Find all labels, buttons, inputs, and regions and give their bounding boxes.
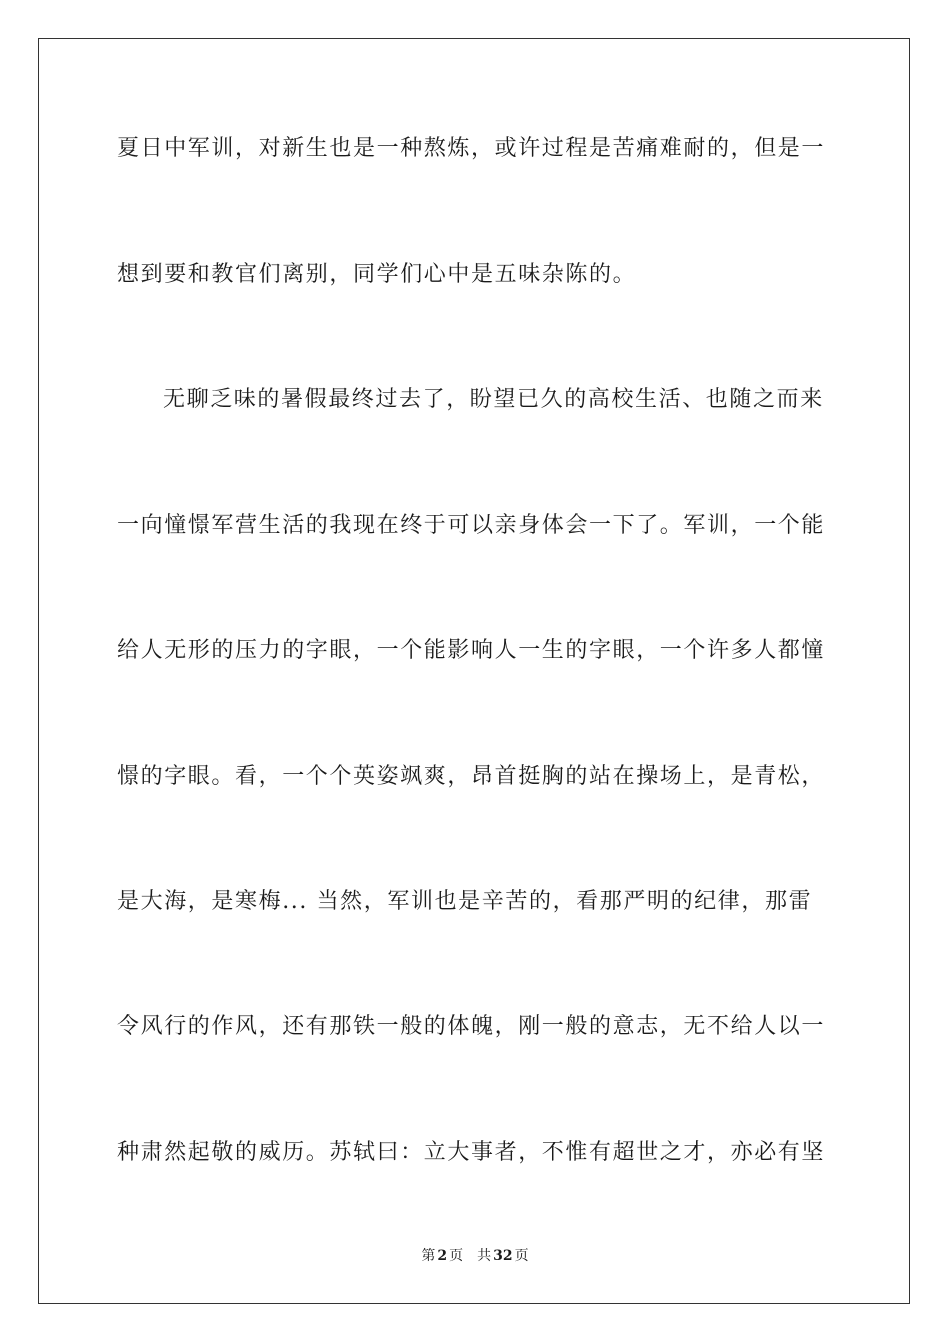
text-line: 夏日中军训，对新生也是一种熬炼，或许过程是苦痛难耐的，但是一 (117, 136, 826, 161)
text-line: 给人无形的压力的字眼，一个能影响人一生的字眼，一个许多人都憧 (117, 638, 826, 663)
text-line: 是大海，是寒梅... 当然，军训也是辛苦的，看那严明的纪律，那雷 (117, 889, 813, 914)
page-prefix: 第 (421, 1248, 436, 1264)
total-pages: 32 (493, 1248, 513, 1264)
text-line: 一向憧憬军营生活的我现在终于可以亲身体会一下了。军训，一个能 (117, 513, 826, 538)
text-line: 想到要和教官们离别，同学们心中是五味杂陈的。 (117, 262, 637, 287)
page-footer (0, 1246, 950, 1266)
paragraph-start-line: 无聊乏味的暑假最终过去了，盼望已久的高校生活、也随之而来 (163, 387, 824, 412)
page-border (38, 38, 910, 1304)
text-line: 憬的字眼。看，一个个英姿飒爽，昂首挺胸的站在操场上，是青松， (117, 764, 826, 789)
total-suffix: 页 (514, 1248, 529, 1264)
text-line: 种肃然起敬的威历。苏轼曰：立大事者，不惟有超世之才，亦必有坚 (117, 1140, 826, 1165)
page-number: 2 (437, 1248, 448, 1264)
total-prefix: 共 (477, 1248, 492, 1264)
text-line: 令风行的作风，还有那铁一般的体魄，刚一般的意志，无不给人以一 (117, 1014, 826, 1039)
page-suffix: 页 (449, 1248, 464, 1264)
